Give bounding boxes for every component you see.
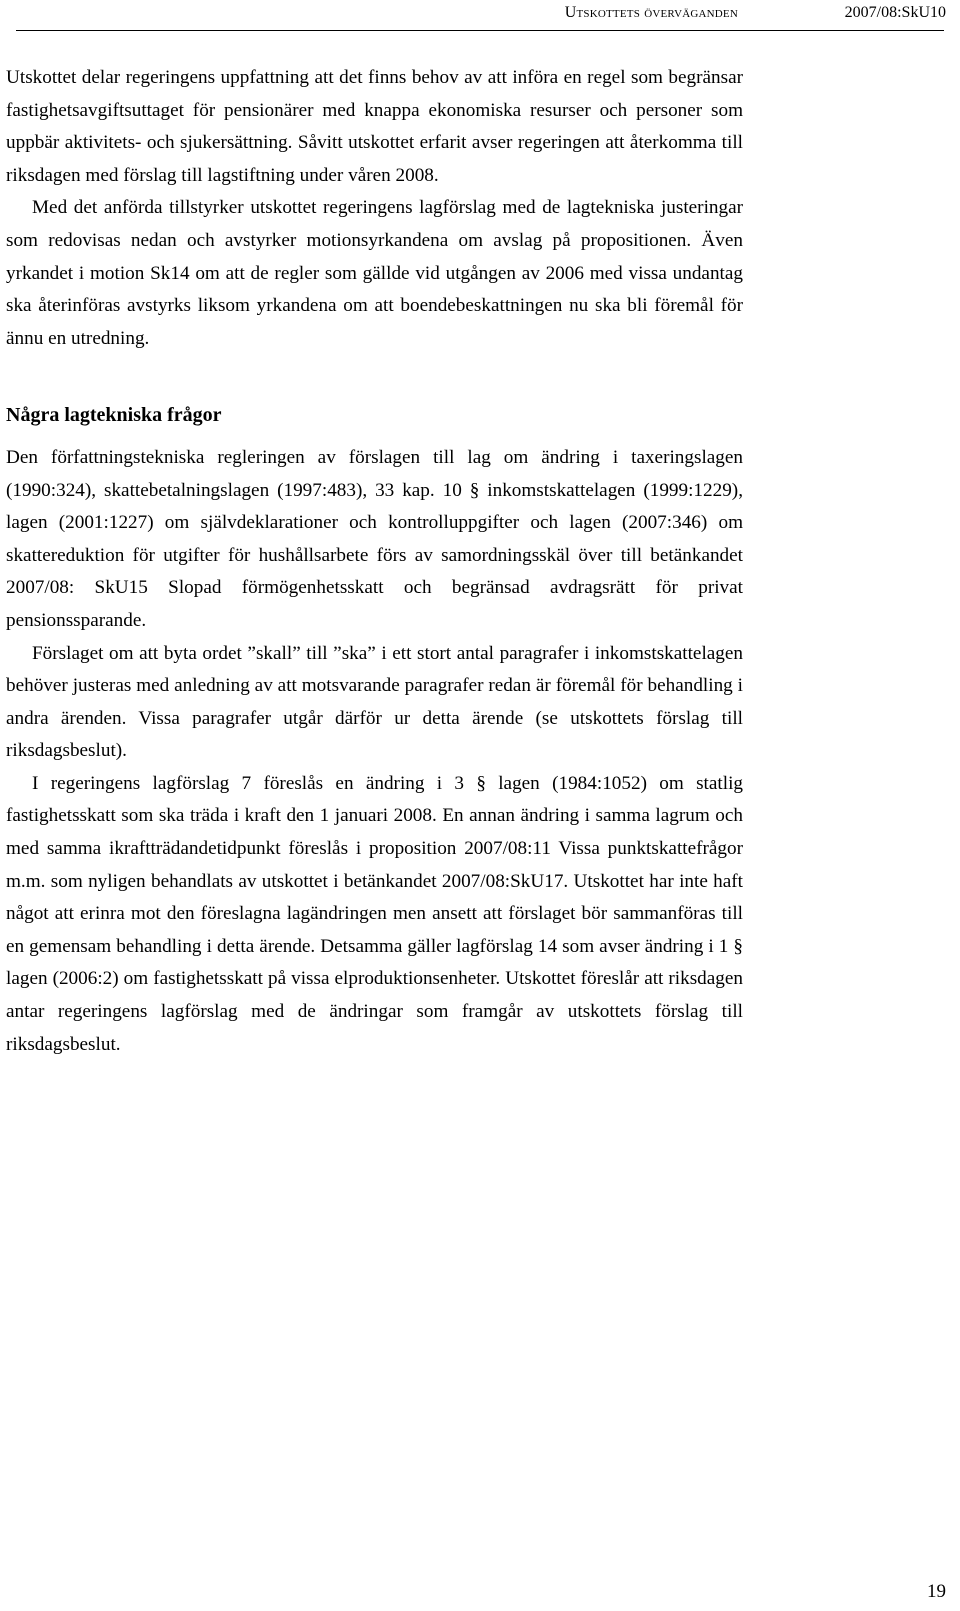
header-document-id: 2007/08:SkU10 bbox=[844, 4, 946, 21]
section-paragraph-2: Förslaget om att byta ordet ”skall” till ”ska” i ett stort antal paragrafer i inkomstskattelagen behöver justeras med anledning av att motsvarande paragrafer redan är föremål för behandling i andra ärenden. Vissa paragrafer utgår därför ur detta ärende (se utskottets förslag till riksdagsbeslut). bbox=[6, 642, 743, 762]
page-number: 19 bbox=[927, 1581, 946, 1602]
running-header bbox=[0, 0, 960, 32]
header-section-title: Utskottets överväganden bbox=[564, 4, 738, 21]
header-divider bbox=[16, 30, 944, 31]
body-paragraph-1: Utskottet delar regeringens uppfattning att det finns behov av att införa en regel som begränsar fastighetsavgiftsuttaget för pensionärer med knappa ekonomiska resurser och personer som uppbär aktivitets- och sjukersättning. Såvitt utskottet erfarit avser regeringen att återkomma till riksdagen med förslag till lagstiftning under våren 2008. bbox=[6, 67, 743, 186]
section-heading: Några lagtekniska frågor bbox=[6, 404, 222, 427]
section-paragraph-1: Den författningstekniska regleringen av förslagen till lag om ändring i taxeringslagen (1990:324), skattebetalningslagen (1997:483), 33 kap. 10 § inkomstskattelagen (1999:1229), lagen (2001:1227) om självdeklarationer och kontrolluppgifter och lagen (2007:346) om skattereduktion för utgifter för hushållsarbete förs av samordningsskäl över till betänkandet 2007/08: SkU15 Slopad förmögenhetsskatt och begränsad avdragsrätt för privat pensionssparande. bbox=[6, 446, 743, 631]
document-body bbox=[6, 62, 743, 1061]
section-paragraph-3: I regeringens lagförslag 7 föreslås en ändring i 3 § lagen (1984:1052) om statlig fastighetsskatt som ska träda i kraft den 1 januari 2008. En annan ändring i samma lagrum och med samma ikraftträdandetidpunkt föreslås i proposition 2007/08:11 Vissa punktskattefrågor m.m. som nyligen behandlats av utskottet i betänkandet 2007/08:SkU17. Utskottet har inte haft något att erinra mot den föreslagna lagändringen men ansett att förslaget bör sammanföras till en gemensam behandling i detta ärende. Detsamma gäller lagförslag 14 som avser ändring i 1 § lagen (2006:2) om fastighetsskatt på vissa elproduktionsenheter. Utskottet föreslår att riksdagen antar regeringens lagförslag med de ändringar som framgår av utskottets förslag till riksdagsbeslut. bbox=[6, 772, 743, 1055]
body-paragraph-2: Med det anförda tillstyrker utskottet regeringens lagförslag med de lagtekniska justeringar som redovisas nedan och avstyrker motionsyrkandena om avslag på propositionen. Även yrkandet i motion Sk14 om att de regler som gällde vid utgången av 2006 med vissa undantag ska återinföras avstyrks liksom yrkandena om att boendebeskattningen nu ska bli föremål för ännu en utredning. bbox=[6, 197, 743, 349]
